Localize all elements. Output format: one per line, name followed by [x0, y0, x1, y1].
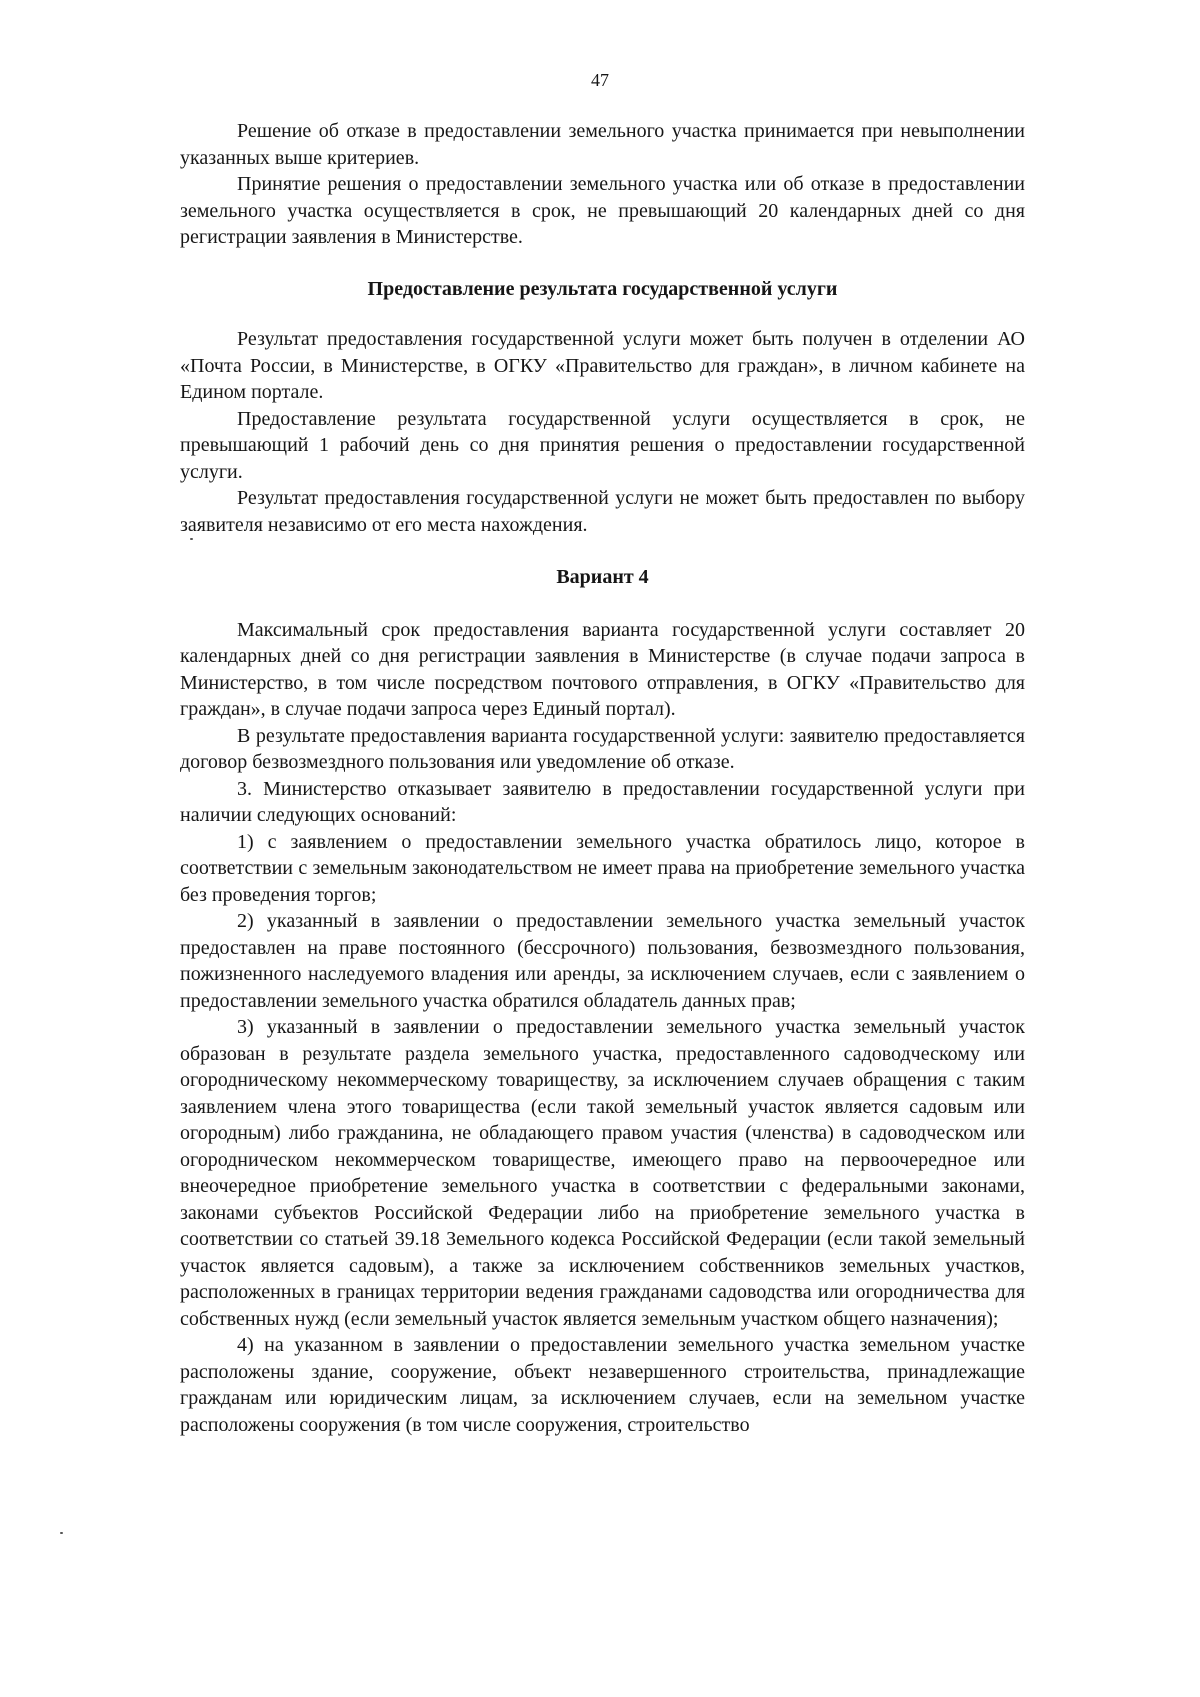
- paragraph: Максимальный срок предоставления варианта государственной услуги составляет 20 календарных дней со дня регистрации заявления в Министерстве (в случае подачи запроса в Министерство, в том числе посредством почтового отправления, в ОГКУ «Правительство для граждан», в случае подачи запроса через Единый портал).: [180, 618, 1025, 720]
- paragraph: Результат предоставления государственной услуги может быть получен в отделении АО «Почта России, в Министерстве, в ОГКУ «Правительство для граждан», в личном кабинете на Едином портале.: [180, 328, 1025, 403]
- scan-speck: [60, 1532, 63, 1534]
- page-number: 47: [591, 70, 609, 90]
- document-body: [180, 118, 1025, 1438]
- paragraph: Результат предоставления государственной услуги не может быть предоставлен по выбору заявителя независимо от его места нахождения.: [180, 487, 1025, 536]
- list-item: 3) указанный в заявлении о предоставлении земельного участка земельный участок образован в результате раздела земельного участка, предоставленного садоводческому или огородническому некоммерческому товариществу, за исключением случаев обращения с таким заявлением члена этого товарищества (если такой земельный участок является садовым или огородным) либо гражданина, не обладающего правом участия (членства) в садоводческом или огородническом некоммерческом товариществе, имеющего право на первоочередное или внеочередное приобретение земельного участка в соответствии с федеральными законами, законами субъектов Российской Федерации либо на приобретение земельного участка в соответствии со статьей 39.18 Земельного кодекса Российской Федерации (если такой земельный участок является садовым), а также за исключением собственников земельных участков, расположенных в границах территории ведения гражданами садоводства или огородничества для собственных нужд (если земельный участок является земельным участком общего назначения);: [180, 1016, 1025, 1330]
- section-heading-result: Предоставление результата государственной услуги: [367, 277, 838, 300]
- section-heading-variant: Вариант 4: [556, 566, 649, 588]
- paragraph: Принятие решения о предоставлении земельного участка или об отказе в предоставлении земельного участка осуществляется в срок, не превышающий 20 календарных дней со дня регистрации заявления в Министерстве.: [180, 173, 1025, 248]
- list-item: 2) указанный в заявлении о предоставлении земельного участка земельный участок предоставлен на праве постоянного (бессрочного) пользования, безвозмездного пользования, пожизненного наследуемого владения или аренды, за исключением случаев, если с заявлением о предоставлении земельного участка обратился обладатель данных прав;: [180, 910, 1025, 1012]
- list-item: 4) на указанном в заявлении о предоставлении земельного участка земельном участке расположены здание, сооружение, объект незавершенного строительства, принадлежащие гражданам или юридическим лицам, за исключением случаев, если на земельном участке расположены сооружения (в том числе сооружения, строительство: [180, 1334, 1025, 1436]
- scan-speck: [190, 538, 193, 540]
- paragraph: Решение об отказе в предоставлении земельного участка принимается при невыполнении указанных выше критериев.: [180, 120, 1025, 169]
- paragraph: 3. Министерство отказывает заявителю в предоставлении государственной услуги при наличии следующих оснований:: [180, 777, 1025, 826]
- paragraph: Предоставление результата государственной услуги осуществляется в срок, не превышающий 1 рабочий день со дня принятия решения о предоставлении государственной услуги.: [180, 407, 1025, 483]
- paragraph: В результате предоставления варианта государственной услуги: заявителю предоставляется договор безвозмездного пользования или уведомление об отказе.: [180, 724, 1025, 773]
- list-item: 1) с заявлением о предоставлении земельного участка обратилось лицо, которое в соответствии с земельным законодательством не имеет права на приобретение земельного участка без проведения торгов;: [180, 830, 1025, 906]
